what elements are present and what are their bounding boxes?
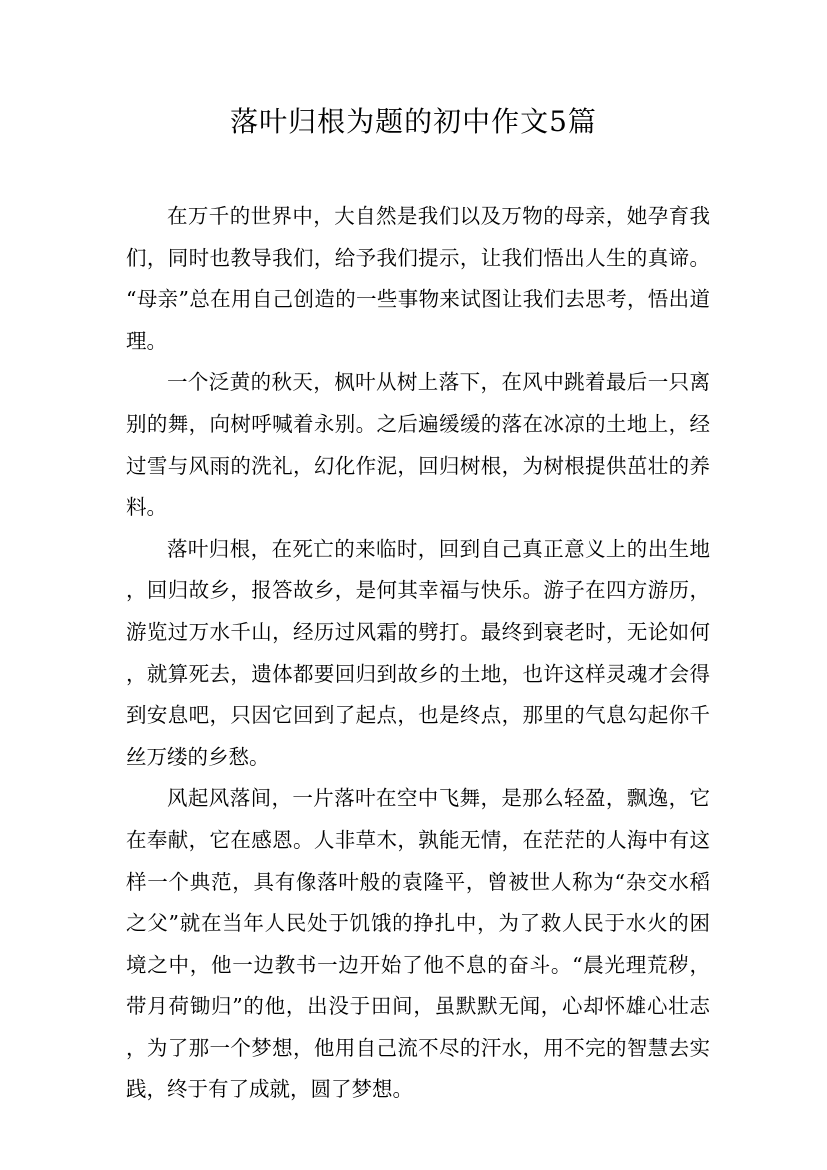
document-body: [126, 196, 710, 1111]
paragraph-1: 在万千的世界中，大自然是我们以及万物的母亲，她孕育我们，同时也教导我们，给予我们提示，让我们悟出人生的真谛。“母亲”总在用自己创造的一些事物来试图让我们去思考，悟出道理。: [126, 204, 710, 353]
paragraph-2: 一个泛黄的秋天，枫叶从树上落下，在风中跳着最后一只离别的舞，向树呼喊着永别。之后遍缓缓的落在冰凉的土地上，经过雪与风雨的洗礼，幻化作泥，回归树根，为树根提供茁壮的养料。: [126, 370, 710, 520]
paragraph-3: 落叶归根，在死亡的来临时，回到自己真正意义上的出生地，回归故乡，报答故乡，是何其幸福与快乐。游子在四方游历，游览过万水千山，经历过风霜的劈打。最终到衰老时，无论如何，就算死去，遗体都要回归到故乡的土地，也许这样灵魂才会得到安息吧，只因它回到了起点，也是终点，那里的气息勾起你千丝万缕的乡愁。: [126, 536, 710, 769]
document-title: 落叶归根为题的初中作文5篇: [230, 105, 597, 138]
paragraph-4: 风起风落间，一片落叶在空中飞舞，是那么轻盈，飘逸，它在奉献，它在感恩。人非草木，孰能无情，在茫茫的人海中有这样一个典范，具有像落叶般的袁隆平，曾被世人称为“杂交水稻之父”就在当年人民处于饥饿的挣扎中，为了救人民于水火的困境之中，他一边教书一边开始了他不息的奋斗。“晨光理荒秽，带月荷锄归”的他，出没于田间，虽默默无闻，心却怀雄心壮志，为了那一个梦想，他用自己流不尽的汗水，用不完的智慧去实践，终于有了成就，圆了梦想。: [126, 786, 710, 1102]
